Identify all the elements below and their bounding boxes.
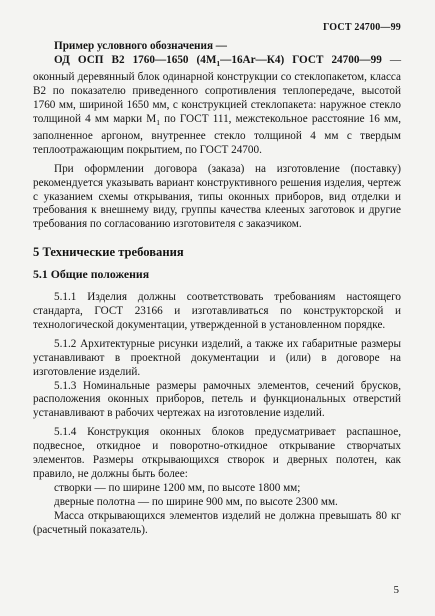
paragraph-5-1-1: 5.1.1 Изделия должны соответствовать требованиям настоящего стандарта, ГОСТ 23166 и изготавливаться по конструкторской и технологической документации, утвержденной в установленном порядке.: [33, 291, 401, 331]
section-title: 5 Технические требования: [33, 245, 184, 260]
page-number: 5: [393, 584, 399, 596]
paragraph-5-1-4: 5.1.4 Конструкция оконных блоков предусматривает распашное, подвесное, откидное и поворотно-откидное открывание створчатых элементов. Размеры открывающихся створок и дверных полотен, как правило, не должны быть более:: [33, 426, 401, 480]
example-paragraph: ОД ОСП В2 1760—1650 $(4М_1—16Ar—К4)$ ГОСТ 24700—99 — оконный деревянный блок одинарной конструкции со стеклопакетом, класса В2 по показателю приведенного сопротивления теплопередаче, высотой 1760 мм, шириной 1650 мм, с конструкцией стеклопакета: наружное стекло толщиной 4 мм марки $М_1$ по ГОСТ 111, межстекольное расстояние 16 мм, заполненное аргоном, внутреннее стекло толщиной 4 мм с твердым теплоотражающим покрытием, по ГОСТ 24700.: [33, 53, 401, 156]
example-designation: ОД ОСП В2 1760—1650 $(4М_1—16Ar—К4)$ ГОСТ 24700—99: [54, 53, 382, 69]
document-code-header: ГОСТ 24700—99: [322, 22, 401, 33]
list-item-door-leaves: дверные полотна — по ширине 900 мм, по высоте 2300 мм.: [54, 495, 338, 508]
list-item-sashes: створки — по ширине 1200 мм, по высоте 1800 мм;: [54, 481, 301, 494]
paragraph-5-1-2: 5.1.2 Архитектурные рисунки изделий, а также их габаритные размеры устанавливают в проектной документации и (или) в договоре на изготовление изделий.: [33, 337, 401, 378]
page-body: [33, 40, 401, 537]
example-heading: Пример условного обозначения —: [54, 40, 227, 52]
mass-paragraph: Масса открывающихся элементов изделий не должна превышать 80 кг (расчетный показатель).: [33, 509, 401, 536]
paragraph-5-1-3: 5.1.3 Номинальные размеры рамочных элементов, сечений брусков, расположения оконных приборов, петель и функциональных отверстий устанавливают в рабочих чертежах на изготовление изделий.: [33, 379, 401, 420]
contract-paragraph: При оформлении договора (заказа) на изготовление (поставку) рекомендуется указывать вариант конструктивного решения изделия, чертеж с указанием схемы открывания, типы оконных приборов, вид отделки и требования к внешнему виду, группы качества клееных заготовок и другие требования по согласованию изготовителя с заказчиком.: [33, 162, 401, 231]
subsection-title: 5.1 Общие положения: [33, 267, 150, 282]
